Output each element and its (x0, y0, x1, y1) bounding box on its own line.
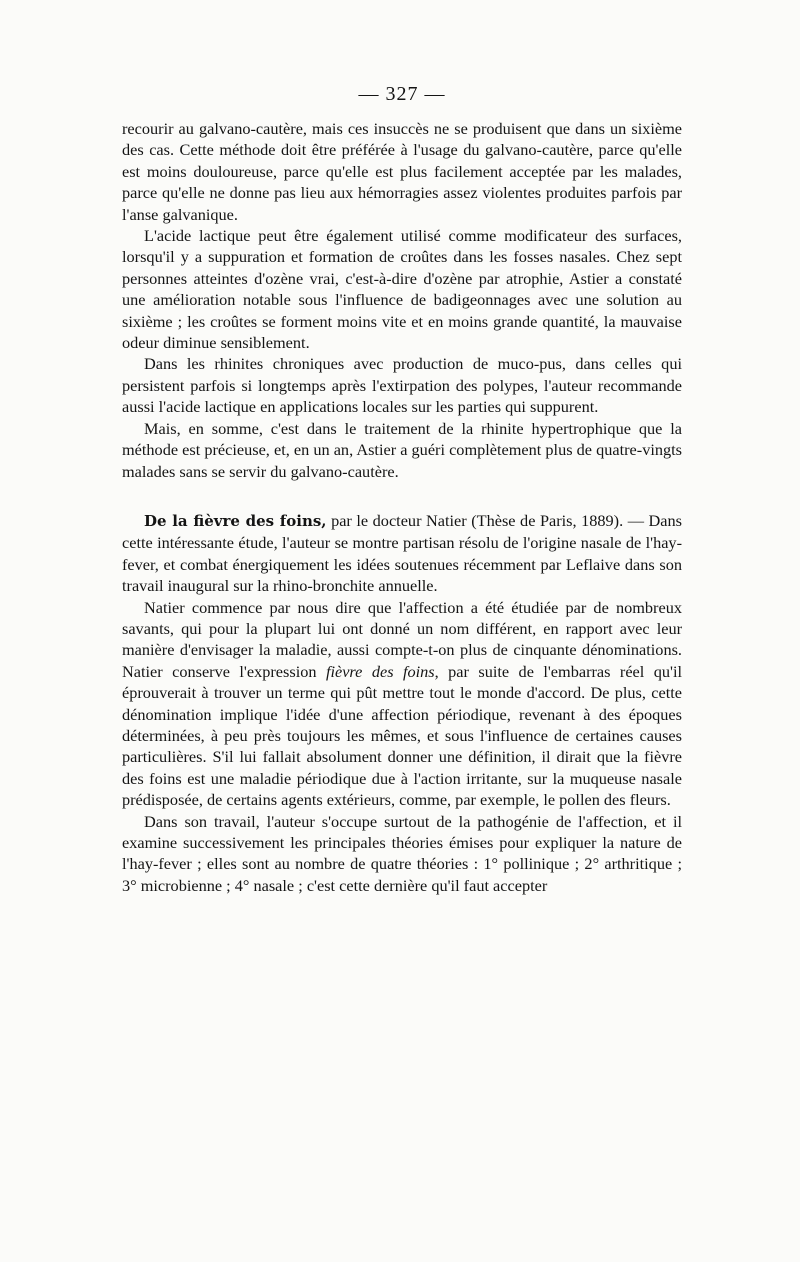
italic-term: fièvre des foins (325, 661, 435, 681)
section-intro-text: par le docteur Natier (Thèse de Paris, 1889). — Dans cette intéressante étude, l'auteur se montre partisan résolu de l'origine nasale de l'hay-fever, et combat énergiquement les idées soutenues récemment par Leflaive dans son travail inaugural sur la rhino-bronchite annuelle. (122, 510, 682, 596)
book-page (122, 80, 682, 896)
paragraph-natier-after: , par suite de l'embarras réel qu'il éprouverait à trouver un terme qui pût mettre tout le monde d'accord. De plus, cette dénomination implique l'idée d'une affection périodique, revenant à des époques déterminées, à peu près toujours les mêmes, et sous l'influence de certaines causes particulières. S'il lui fallait absolument donner une définition, il dirait que la fièvre des foins est une maladie périodique due à l'action irritante, sur la muqueuse nasale prédisposée, de certains agents extérieurs, comme, par exemple, le pollen des fleurs. (122, 661, 683, 810)
paragraph-natier-before: Natier commence par nous dire que l'affection a été étudiée par de nombreux savants, qui pour la plupart lui ont donné un nom différent, en rapport avec leur manière d'envisager la maladie, aussi compte-t-on plus de cinquante dénominations. Natier conserve l'expression (122, 597, 682, 681)
page-number: — 327 — (358, 83, 446, 105)
paragraph-natier (122, 597, 682, 811)
section-title: De la fièvre des foins, (144, 511, 327, 530)
paragraph-rhinite-hypertrophique: Mais, en somme, c'est dans le traitement de la rhinite hypertrophique que la méthode est précieuse, et, en un an, Astier a guéri complètement plus de quatre-vingts malades sans se servir du galvano-cautère. (122, 418, 682, 481)
paragraph-pathogenie: Dans son travail, l'auteur s'occupe surtout de la pathogénie de l'affection, et il examine successivement les principales théories émises pour expliquer la nature de l'hay-fever ; elles sont au nombre de quatre théories : 1° pollinique ; 2° arthritique ; 3° microbienne ; 4° nasale ; c'est cette dernière qu'il faut accepter (122, 811, 682, 895)
section-fievre-des-foins (122, 510, 682, 597)
paragraph-acide-lactique: L'acide lactique peut être également utilisé comme modificateur des surfaces, lorsqu'il y a suppuration et formation de croûtes dans les fosses nasales. Chez sept personnes atteintes d'ozène vrai, c'est-à-dire d'ozène par atrophie, Astier a constaté une amélioration notable sous l'influence de badigeonnages avec une solution au sixième ; les croûtes se forment moins vite et en moins grande quantité, la mauvaise odeur diminue sensiblement. (122, 226, 682, 353)
paragraph-rhinites-chroniques: Dans les rhinites chroniques avec production de muco-pus, dans celles qui persistent parfois si longtemps après l'extirpation des polypes, l'auteur recommande aussi l'acide lactique en applications locales sur les parties qui suppurent. (122, 354, 682, 417)
paragraph-galvano-continuation: recourir au galvano-cautère, mais ces insuccès ne se produisent que dans un sixième des cas. Cette méthode doit être préférée à l'usage du galvano-cautère, parce qu'elle est moins douloureuse, parce qu'elle est plus facilement acceptée par les malades, parce qu'elle ne donne pas lieu aux hémorragies assez violentes produites parfois par l'anse galvanique. (122, 119, 682, 224)
section-gap (122, 482, 682, 510)
